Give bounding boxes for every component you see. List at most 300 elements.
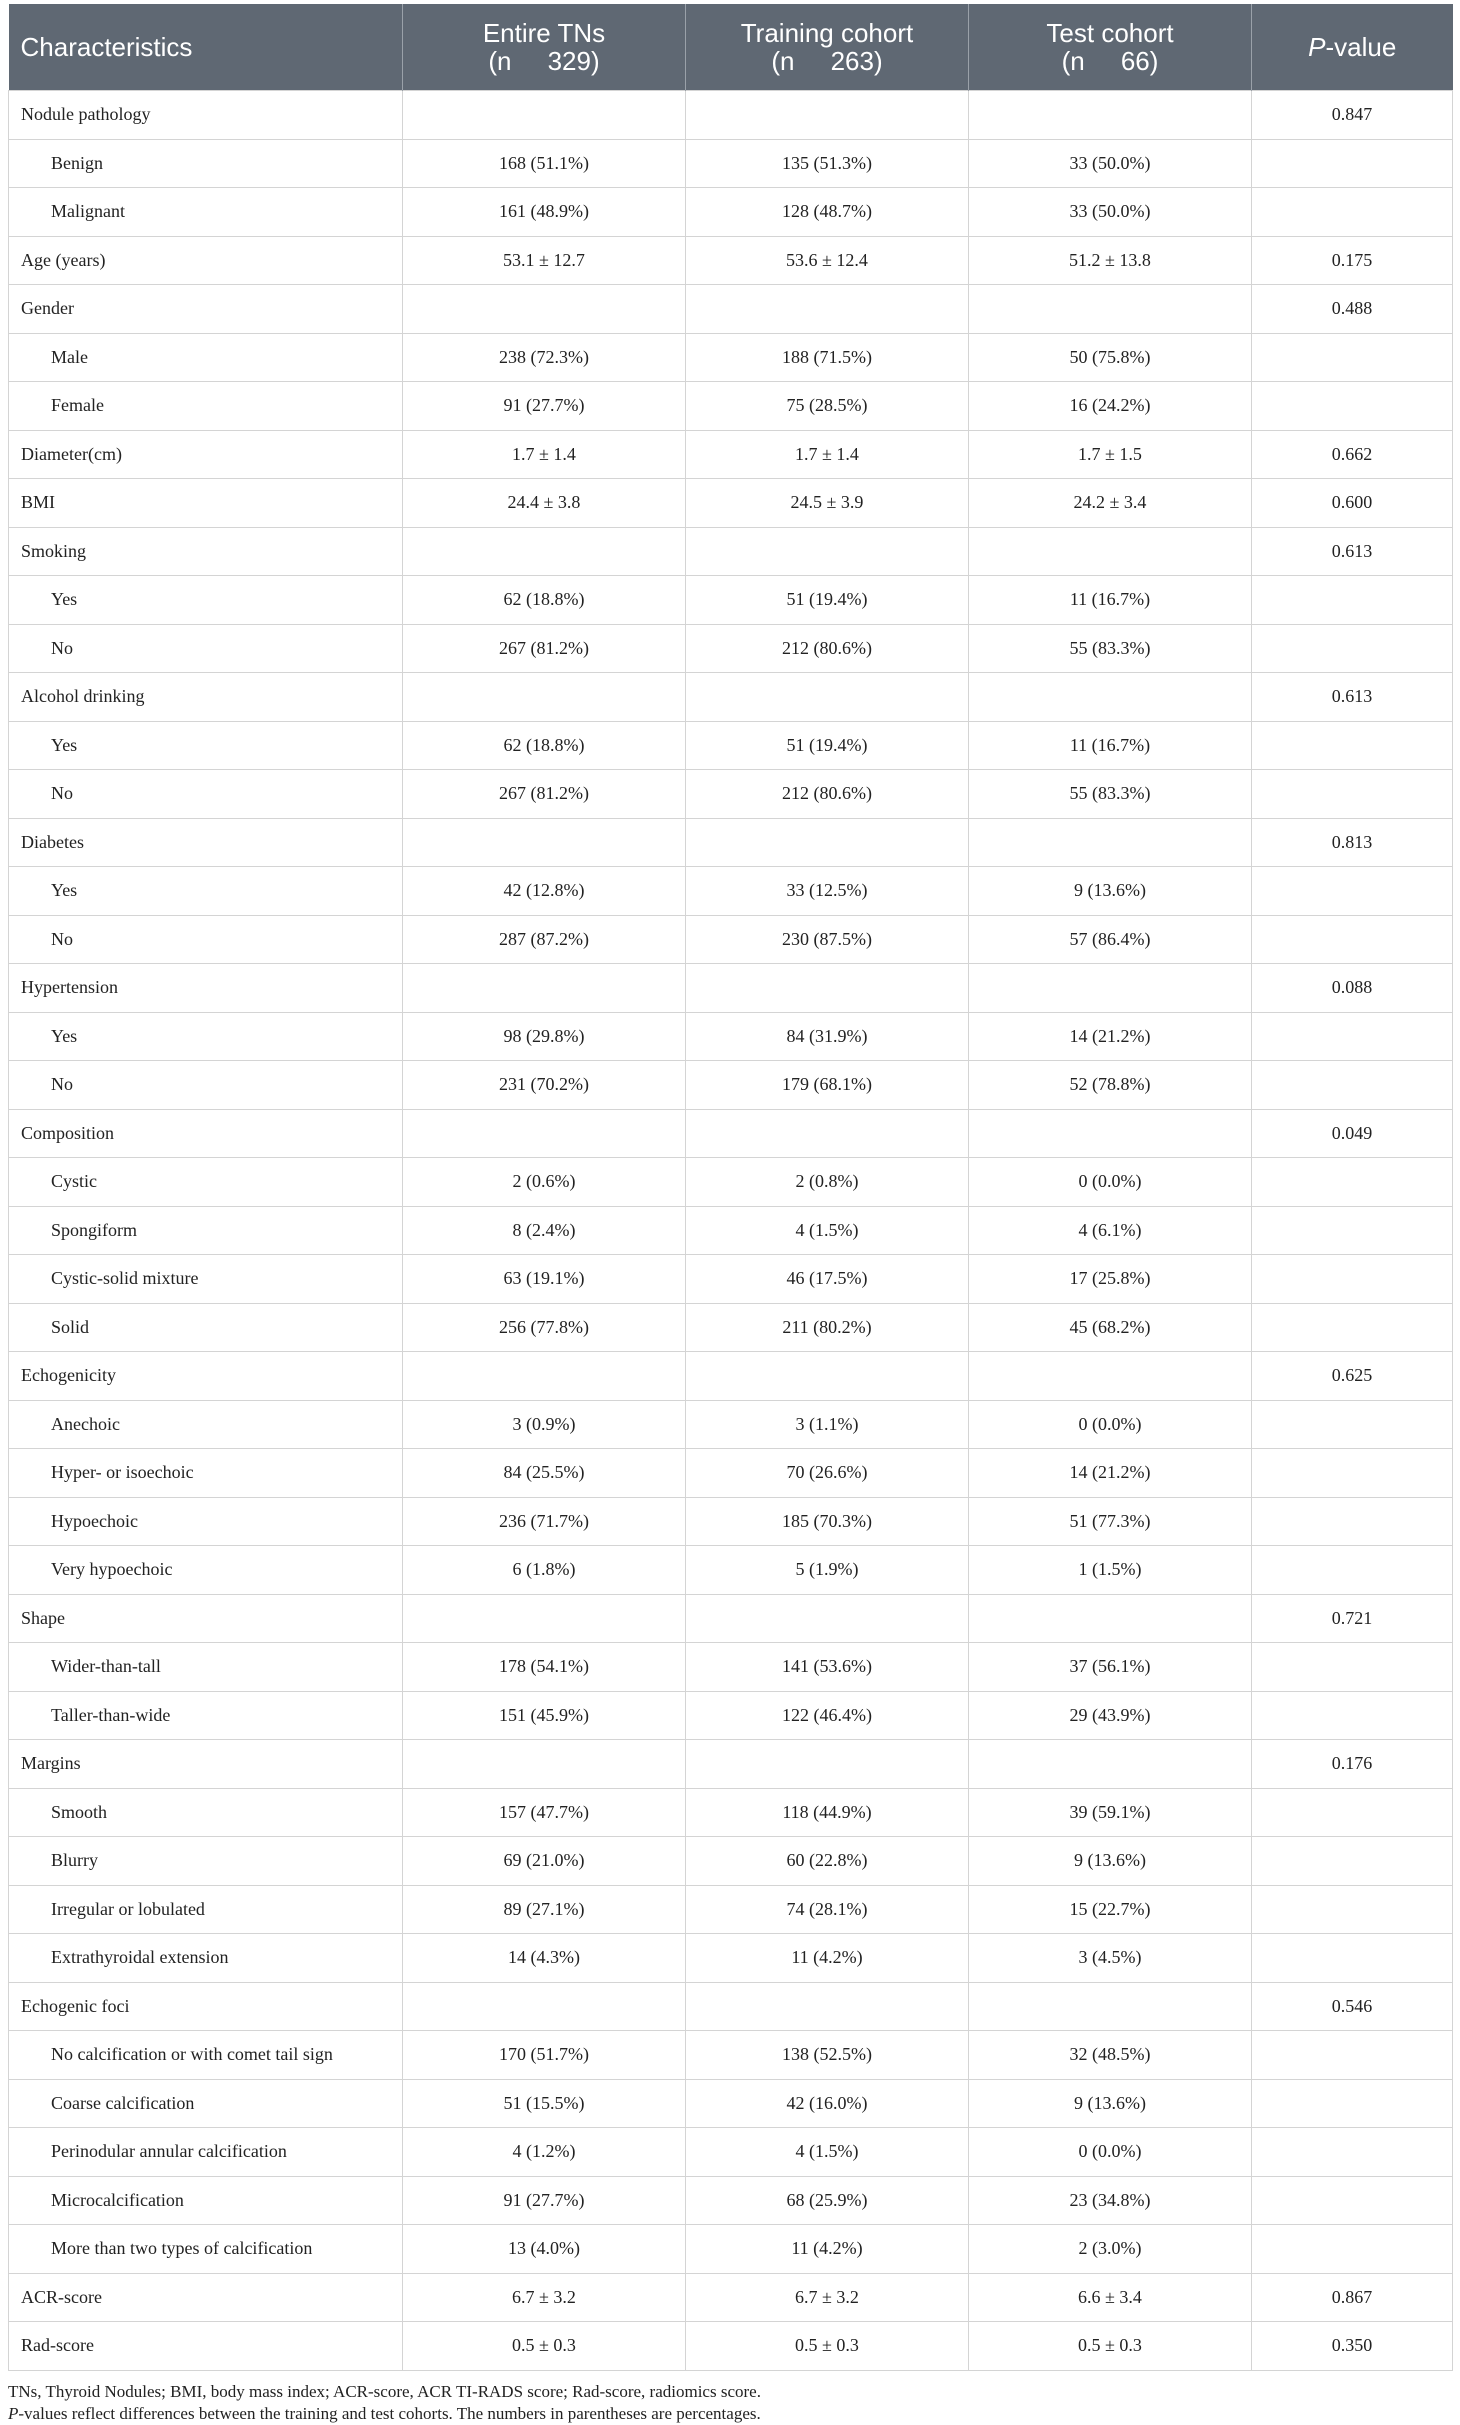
p-value-cell bbox=[1252, 1303, 1453, 1352]
entire-tns-cell: 14 (4.3%) bbox=[403, 1934, 686, 1983]
table-row bbox=[9, 1400, 1453, 1449]
p-value-cell bbox=[1252, 1400, 1453, 1449]
test-cohort-cell: 11 (16.7%) bbox=[969, 721, 1252, 770]
entire-tns-cell: 168 (51.1%) bbox=[403, 139, 686, 188]
p-value-cell bbox=[1252, 1885, 1453, 1934]
entire-tns-cell: 161 (48.9%) bbox=[403, 188, 686, 237]
row-label-cell: Alcohol drinking bbox=[9, 673, 403, 722]
p-value-cell: 0.088 bbox=[1252, 964, 1453, 1013]
training-cohort-cell bbox=[686, 527, 969, 576]
training-cohort-cell: 2 (0.8%) bbox=[686, 1158, 969, 1207]
test-cohort-cell bbox=[969, 1594, 1252, 1643]
p-value-cell bbox=[1252, 333, 1453, 382]
row-label-cell: Hyper- or isoechoic bbox=[9, 1449, 403, 1498]
table-row bbox=[9, 1109, 1453, 1158]
entire-tns-cell bbox=[403, 818, 686, 867]
header-entire-line1: Entire TNs bbox=[482, 18, 606, 48]
training-cohort-cell bbox=[686, 1109, 969, 1158]
p-value-cell bbox=[1252, 576, 1453, 625]
training-cohort-cell: 33 (12.5%) bbox=[686, 867, 969, 916]
p-value-cell: 0.049 bbox=[1252, 1109, 1453, 1158]
training-cohort-cell: 1.7 ± 1.4 bbox=[686, 430, 969, 479]
p-value-cell: 0.813 bbox=[1252, 818, 1453, 867]
p-value-cell bbox=[1252, 770, 1453, 819]
table-row bbox=[9, 770, 1453, 819]
header-p-rest: -value bbox=[1325, 32, 1397, 62]
table-row bbox=[9, 576, 1453, 625]
test-cohort-cell bbox=[969, 1109, 1252, 1158]
entire-tns-cell: 62 (18.8%) bbox=[403, 576, 686, 625]
row-label-cell: No calcification or with comet tail sign bbox=[9, 2031, 403, 2080]
table-row bbox=[9, 479, 1453, 528]
entire-tns-cell: 151 (45.9%) bbox=[403, 1691, 686, 1740]
entire-tns-cell: 2 (0.6%) bbox=[403, 1158, 686, 1207]
table-row bbox=[9, 673, 1453, 722]
header-training-line2: (n 263) bbox=[771, 46, 883, 76]
row-label-cell: Wider-than-tall bbox=[9, 1643, 403, 1692]
table-body bbox=[9, 91, 1453, 2371]
test-cohort-cell: 1.7 ± 1.5 bbox=[969, 430, 1252, 479]
p-value-cell bbox=[1252, 867, 1453, 916]
row-label-cell: Solid bbox=[9, 1303, 403, 1352]
test-cohort-cell: 0 (0.0%) bbox=[969, 2128, 1252, 2177]
entire-tns-cell: 62 (18.8%) bbox=[403, 721, 686, 770]
footnote-p-rest: -values reflect differences between the training and test cohorts. The numbers in parentheses are percentages. bbox=[18, 2403, 761, 2423]
row-label-cell: Yes bbox=[9, 1012, 403, 1061]
entire-tns-cell: 63 (19.1%) bbox=[403, 1255, 686, 1304]
test-cohort-cell: 15 (22.7%) bbox=[969, 1885, 1252, 1934]
table-row bbox=[9, 1352, 1453, 1401]
footnote-pvalues bbox=[8, 2403, 1460, 2425]
p-value-cell: 0.662 bbox=[1252, 430, 1453, 479]
p-value-cell bbox=[1252, 2031, 1453, 2080]
p-value-cell: 0.350 bbox=[1252, 2322, 1453, 2371]
row-label-cell: Male bbox=[9, 333, 403, 382]
training-cohort-cell bbox=[686, 91, 969, 140]
test-cohort-cell: 55 (83.3%) bbox=[969, 770, 1252, 819]
test-cohort-cell: 14 (21.2%) bbox=[969, 1449, 1252, 1498]
training-cohort-cell: 53.6 ± 12.4 bbox=[686, 236, 969, 285]
training-cohort-cell: 211 (80.2%) bbox=[686, 1303, 969, 1352]
test-cohort-cell: 55 (83.3%) bbox=[969, 624, 1252, 673]
test-cohort-cell: 6.6 ± 3.4 bbox=[969, 2273, 1252, 2322]
entire-tns-cell bbox=[403, 285, 686, 334]
test-cohort-cell: 57 (86.4%) bbox=[969, 915, 1252, 964]
entire-tns-cell: 24.4 ± 3.8 bbox=[403, 479, 686, 528]
p-value-cell bbox=[1252, 188, 1453, 237]
p-value-cell bbox=[1252, 1643, 1453, 1692]
row-label-cell: More than two types of calcification bbox=[9, 2225, 403, 2274]
training-cohort-cell: 122 (46.4%) bbox=[686, 1691, 969, 1740]
row-label-cell: ACR-score bbox=[9, 2273, 403, 2322]
row-label-cell: Benign bbox=[9, 139, 403, 188]
table-row bbox=[9, 1885, 1453, 1934]
p-value-cell bbox=[1252, 2225, 1453, 2274]
table-row bbox=[9, 527, 1453, 576]
header-test-line2: (n 66) bbox=[1061, 46, 1159, 76]
p-value-cell bbox=[1252, 1255, 1453, 1304]
row-label-cell: Smooth bbox=[9, 1788, 403, 1837]
test-cohort-cell: 50 (75.8%) bbox=[969, 333, 1252, 382]
training-cohort-cell: 11 (4.2%) bbox=[686, 2225, 969, 2274]
training-cohort-cell: 46 (17.5%) bbox=[686, 1255, 969, 1304]
row-label-cell: Hypoechoic bbox=[9, 1497, 403, 1546]
table-row bbox=[9, 382, 1453, 431]
entire-tns-cell: 98 (29.8%) bbox=[403, 1012, 686, 1061]
table-row bbox=[9, 2225, 1453, 2274]
table-row bbox=[9, 1691, 1453, 1740]
test-cohort-cell: 4 (6.1%) bbox=[969, 1206, 1252, 1255]
row-label-cell: Shape bbox=[9, 1594, 403, 1643]
test-cohort-cell bbox=[969, 527, 1252, 576]
p-value-cell: 0.175 bbox=[1252, 236, 1453, 285]
row-label-cell: Malignant bbox=[9, 188, 403, 237]
table-row bbox=[9, 236, 1453, 285]
table-row bbox=[9, 818, 1453, 867]
test-cohort-cell: 16 (24.2%) bbox=[969, 382, 1252, 431]
p-value-cell bbox=[1252, 1158, 1453, 1207]
p-value-cell bbox=[1252, 1206, 1453, 1255]
test-cohort-cell: 3 (4.5%) bbox=[969, 1934, 1252, 1983]
table-row bbox=[9, 1255, 1453, 1304]
header-entire-tns bbox=[403, 4, 686, 91]
table-row bbox=[9, 1546, 1453, 1595]
p-value-cell bbox=[1252, 1934, 1453, 1983]
table-row bbox=[9, 2176, 1453, 2225]
training-cohort-cell: 4 (1.5%) bbox=[686, 2128, 969, 2177]
row-label-cell: Anechoic bbox=[9, 1400, 403, 1449]
test-cohort-cell bbox=[969, 1982, 1252, 2031]
entire-tns-cell: 1.7 ± 1.4 bbox=[403, 430, 686, 479]
training-cohort-cell: 212 (80.6%) bbox=[686, 770, 969, 819]
entire-tns-cell: 8 (2.4%) bbox=[403, 1206, 686, 1255]
p-value-cell bbox=[1252, 1788, 1453, 1837]
test-cohort-cell: 14 (21.2%) bbox=[969, 1012, 1252, 1061]
p-value-cell: 0.613 bbox=[1252, 673, 1453, 722]
training-cohort-cell bbox=[686, 285, 969, 334]
p-value-cell bbox=[1252, 2176, 1453, 2225]
entire-tns-cell: 69 (21.0%) bbox=[403, 1837, 686, 1886]
row-label-cell: Microcalcification bbox=[9, 2176, 403, 2225]
row-label-cell: Nodule pathology bbox=[9, 91, 403, 140]
test-cohort-cell: 0.5 ± 0.3 bbox=[969, 2322, 1252, 2371]
table-header-row bbox=[9, 4, 1453, 91]
table-row bbox=[9, 721, 1453, 770]
test-cohort-cell: 32 (48.5%) bbox=[969, 2031, 1252, 2080]
training-cohort-cell: 118 (44.9%) bbox=[686, 1788, 969, 1837]
footnote-abbreviations: TNs, Thyroid Nodules; BMI, body mass index; ACR-score, ACR TI-RADS score; Rad-score, radiomics score. bbox=[8, 2381, 761, 2401]
training-cohort-cell: 212 (80.6%) bbox=[686, 624, 969, 673]
entire-tns-cell bbox=[403, 1109, 686, 1158]
test-cohort-cell: 37 (56.1%) bbox=[969, 1643, 1252, 1692]
table-row bbox=[9, 2322, 1453, 2371]
test-cohort-cell: 51.2 ± 13.8 bbox=[969, 236, 1252, 285]
row-label-cell: No bbox=[9, 1061, 403, 1110]
p-value-cell bbox=[1252, 721, 1453, 770]
row-label-cell: Age (years) bbox=[9, 236, 403, 285]
row-label-cell: No bbox=[9, 770, 403, 819]
test-cohort-cell bbox=[969, 673, 1252, 722]
training-cohort-cell: 4 (1.5%) bbox=[686, 1206, 969, 1255]
entire-tns-cell bbox=[403, 673, 686, 722]
entire-tns-cell: 231 (70.2%) bbox=[403, 1061, 686, 1110]
training-cohort-cell: 6.7 ± 3.2 bbox=[686, 2273, 969, 2322]
table-row bbox=[9, 915, 1453, 964]
training-cohort-cell bbox=[686, 818, 969, 867]
table-row bbox=[9, 188, 1453, 237]
row-label-cell: Cystic bbox=[9, 1158, 403, 1207]
row-label-cell: Margins bbox=[9, 1740, 403, 1789]
table-row bbox=[9, 1934, 1453, 1983]
p-value-cell: 0.488 bbox=[1252, 285, 1453, 334]
training-cohort-cell bbox=[686, 1352, 969, 1401]
test-cohort-cell: 17 (25.8%) bbox=[969, 1255, 1252, 1304]
test-cohort-cell bbox=[969, 818, 1252, 867]
test-cohort-cell bbox=[969, 964, 1252, 1013]
training-cohort-cell: 42 (16.0%) bbox=[686, 2079, 969, 2128]
header-test-cohort bbox=[969, 4, 1252, 91]
entire-tns-cell: 91 (27.7%) bbox=[403, 2176, 686, 2225]
training-cohort-cell: 141 (53.6%) bbox=[686, 1643, 969, 1692]
test-cohort-cell: 9 (13.6%) bbox=[969, 867, 1252, 916]
row-label-cell: Blurry bbox=[9, 1837, 403, 1886]
entire-tns-cell: 287 (87.2%) bbox=[403, 915, 686, 964]
training-cohort-cell: 70 (26.6%) bbox=[686, 1449, 969, 1498]
table-row bbox=[9, 1449, 1453, 1498]
p-value-cell bbox=[1252, 915, 1453, 964]
training-cohort-cell: 185 (70.3%) bbox=[686, 1497, 969, 1546]
entire-tns-cell bbox=[403, 527, 686, 576]
table-row bbox=[9, 1012, 1453, 1061]
table-row bbox=[9, 1594, 1453, 1643]
training-cohort-cell: 75 (28.5%) bbox=[686, 382, 969, 431]
row-label-cell: Coarse calcification bbox=[9, 2079, 403, 2128]
p-value-cell bbox=[1252, 139, 1453, 188]
test-cohort-cell bbox=[969, 285, 1252, 334]
training-cohort-cell: 188 (71.5%) bbox=[686, 333, 969, 382]
entire-tns-cell: 89 (27.1%) bbox=[403, 1885, 686, 1934]
entire-tns-cell: 84 (25.5%) bbox=[403, 1449, 686, 1498]
test-cohort-cell: 11 (16.7%) bbox=[969, 576, 1252, 625]
table-row bbox=[9, 624, 1453, 673]
table-row bbox=[9, 139, 1453, 188]
entire-tns-cell: 4 (1.2%) bbox=[403, 2128, 686, 2177]
table-row bbox=[9, 1837, 1453, 1886]
p-value-cell: 0.847 bbox=[1252, 91, 1453, 140]
row-label-cell: Irregular or lobulated bbox=[9, 1885, 403, 1934]
entire-tns-cell: 51 (15.5%) bbox=[403, 2079, 686, 2128]
training-cohort-cell bbox=[686, 964, 969, 1013]
training-cohort-cell: 3 (1.1%) bbox=[686, 1400, 969, 1449]
row-label-cell: Extrathyroidal extension bbox=[9, 1934, 403, 1983]
training-cohort-cell bbox=[686, 1982, 969, 2031]
table-row bbox=[9, 1788, 1453, 1837]
entire-tns-cell: 91 (27.7%) bbox=[403, 382, 686, 431]
table-row bbox=[9, 1061, 1453, 1110]
row-label-cell: No bbox=[9, 624, 403, 673]
entire-tns-cell: 6.7 ± 3.2 bbox=[403, 2273, 686, 2322]
p-value-cell: 0.721 bbox=[1252, 1594, 1453, 1643]
entire-tns-cell: 238 (72.3%) bbox=[403, 333, 686, 382]
entire-tns-cell: 3 (0.9%) bbox=[403, 1400, 686, 1449]
entire-tns-cell: 267 (81.2%) bbox=[403, 770, 686, 819]
entire-tns-cell bbox=[403, 1594, 686, 1643]
table-row bbox=[9, 867, 1453, 916]
training-cohort-cell bbox=[686, 1594, 969, 1643]
p-value-cell: 0.613 bbox=[1252, 527, 1453, 576]
table-row bbox=[9, 333, 1453, 382]
row-label-cell: Diameter(cm) bbox=[9, 430, 403, 479]
table-row bbox=[9, 1643, 1453, 1692]
training-cohort-cell: 138 (52.5%) bbox=[686, 2031, 969, 2080]
table-footnote bbox=[8, 2381, 1460, 2425]
header-training-cohort bbox=[686, 4, 969, 91]
row-label-cell: Hypertension bbox=[9, 964, 403, 1013]
row-label-cell: Spongiform bbox=[9, 1206, 403, 1255]
row-label-cell: Echogenic foci bbox=[9, 1982, 403, 2031]
table-row bbox=[9, 285, 1453, 334]
table-row bbox=[9, 2273, 1453, 2322]
table-row bbox=[9, 1303, 1453, 1352]
p-value-cell bbox=[1252, 624, 1453, 673]
row-label-cell: Perinodular annular calcification bbox=[9, 2128, 403, 2177]
training-cohort-cell: 24.5 ± 3.9 bbox=[686, 479, 969, 528]
training-cohort-cell bbox=[686, 673, 969, 722]
row-label-cell: BMI bbox=[9, 479, 403, 528]
row-label-cell: Yes bbox=[9, 721, 403, 770]
training-cohort-cell bbox=[686, 1740, 969, 1789]
entire-tns-cell: 178 (54.1%) bbox=[403, 1643, 686, 1692]
entire-tns-cell: 6 (1.8%) bbox=[403, 1546, 686, 1595]
table-row bbox=[9, 1206, 1453, 1255]
entire-tns-cell: 256 (77.8%) bbox=[403, 1303, 686, 1352]
p-value-cell bbox=[1252, 1691, 1453, 1740]
p-value-cell bbox=[1252, 1061, 1453, 1110]
training-cohort-cell: 0.5 ± 0.3 bbox=[686, 2322, 969, 2371]
header-test-line1: Test cohort bbox=[1046, 18, 1174, 48]
p-value-cell bbox=[1252, 2128, 1453, 2177]
training-cohort-cell: 11 (4.2%) bbox=[686, 1934, 969, 1983]
test-cohort-cell: 33 (50.0%) bbox=[969, 139, 1252, 188]
header-characteristics: Characteristics bbox=[9, 4, 403, 91]
table-row bbox=[9, 1497, 1453, 1546]
row-label-cell: Cystic-solid mixture bbox=[9, 1255, 403, 1304]
characteristics-table bbox=[8, 4, 1453, 2371]
test-cohort-cell: 1 (1.5%) bbox=[969, 1546, 1252, 1595]
test-cohort-cell: 51 (77.3%) bbox=[969, 1497, 1252, 1546]
test-cohort-cell: 24.2 ± 3.4 bbox=[969, 479, 1252, 528]
entire-tns-cell: 157 (47.7%) bbox=[403, 1788, 686, 1837]
entire-tns-cell: 53.1 ± 12.7 bbox=[403, 236, 686, 285]
test-cohort-cell: 9 (13.6%) bbox=[969, 2079, 1252, 2128]
p-value-cell bbox=[1252, 2079, 1453, 2128]
p-value-cell: 0.625 bbox=[1252, 1352, 1453, 1401]
table-row bbox=[9, 430, 1453, 479]
table-row bbox=[9, 91, 1453, 140]
training-cohort-cell: 230 (87.5%) bbox=[686, 915, 969, 964]
row-label-cell: Female bbox=[9, 382, 403, 431]
row-label-cell: Rad-score bbox=[9, 2322, 403, 2371]
p-value-cell bbox=[1252, 1837, 1453, 1886]
entire-tns-cell: 13 (4.0%) bbox=[403, 2225, 686, 2274]
test-cohort-cell: 9 (13.6%) bbox=[969, 1837, 1252, 1886]
training-cohort-cell: 179 (68.1%) bbox=[686, 1061, 969, 1110]
row-label-cell: Gender bbox=[9, 285, 403, 334]
entire-tns-cell: 0.5 ± 0.3 bbox=[403, 2322, 686, 2371]
test-cohort-cell: 0 (0.0%) bbox=[969, 1400, 1252, 1449]
p-value-cell: 0.600 bbox=[1252, 479, 1453, 528]
table-row bbox=[9, 2079, 1453, 2128]
test-cohort-cell: 33 (50.0%) bbox=[969, 188, 1252, 237]
row-label-cell: Yes bbox=[9, 576, 403, 625]
row-label-cell: Composition bbox=[9, 1109, 403, 1158]
test-cohort-cell: 29 (43.9%) bbox=[969, 1691, 1252, 1740]
footnote-p-italic: P bbox=[8, 2403, 19, 2423]
test-cohort-cell: 39 (59.1%) bbox=[969, 1788, 1252, 1837]
row-label-cell: Very hypoechoic bbox=[9, 1546, 403, 1595]
p-value-cell bbox=[1252, 1012, 1453, 1061]
test-cohort-cell bbox=[969, 91, 1252, 140]
test-cohort-cell: 0 (0.0%) bbox=[969, 1158, 1252, 1207]
entire-tns-cell bbox=[403, 964, 686, 1013]
training-cohort-cell: 51 (19.4%) bbox=[686, 721, 969, 770]
table-row bbox=[9, 1982, 1453, 2031]
training-cohort-cell: 5 (1.9%) bbox=[686, 1546, 969, 1595]
test-cohort-cell: 45 (68.2%) bbox=[969, 1303, 1252, 1352]
p-value-cell bbox=[1252, 1497, 1453, 1546]
training-cohort-cell: 60 (22.8%) bbox=[686, 1837, 969, 1886]
entire-tns-cell: 170 (51.7%) bbox=[403, 2031, 686, 2080]
header-p-value bbox=[1252, 4, 1453, 91]
row-label-cell: Taller-than-wide bbox=[9, 1691, 403, 1740]
training-cohort-cell: 135 (51.3%) bbox=[686, 139, 969, 188]
entire-tns-cell bbox=[403, 1740, 686, 1789]
table-row bbox=[9, 964, 1453, 1013]
table-row bbox=[9, 2128, 1453, 2177]
p-value-cell bbox=[1252, 382, 1453, 431]
entire-tns-cell: 236 (71.7%) bbox=[403, 1497, 686, 1546]
test-cohort-cell: 52 (78.8%) bbox=[969, 1061, 1252, 1110]
entire-tns-cell: 42 (12.8%) bbox=[403, 867, 686, 916]
table-row bbox=[9, 1158, 1453, 1207]
table-figure bbox=[0, 4, 1460, 2425]
p-value-cell bbox=[1252, 1546, 1453, 1595]
test-cohort-cell bbox=[969, 1740, 1252, 1789]
table-row bbox=[9, 2031, 1453, 2080]
row-label-cell: Smoking bbox=[9, 527, 403, 576]
row-label-cell: Yes bbox=[9, 867, 403, 916]
header-entire-line2: (n 329) bbox=[488, 46, 600, 76]
training-cohort-cell: 84 (31.9%) bbox=[686, 1012, 969, 1061]
test-cohort-cell: 23 (34.8%) bbox=[969, 2176, 1252, 2225]
training-cohort-cell: 74 (28.1%) bbox=[686, 1885, 969, 1934]
test-cohort-cell: 2 (3.0%) bbox=[969, 2225, 1252, 2274]
p-value-cell: 0.867 bbox=[1252, 2273, 1453, 2322]
table-row bbox=[9, 1740, 1453, 1789]
row-label-cell: Diabetes bbox=[9, 818, 403, 867]
row-label-cell: Echogenicity bbox=[9, 1352, 403, 1401]
training-cohort-cell: 51 (19.4%) bbox=[686, 576, 969, 625]
p-value-cell bbox=[1252, 1449, 1453, 1498]
test-cohort-cell bbox=[969, 1352, 1252, 1401]
training-cohort-cell: 128 (48.7%) bbox=[686, 188, 969, 237]
row-label-cell: No bbox=[9, 915, 403, 964]
entire-tns-cell bbox=[403, 1352, 686, 1401]
training-cohort-cell: 68 (25.9%) bbox=[686, 2176, 969, 2225]
p-value-cell: 0.546 bbox=[1252, 1982, 1453, 2031]
entire-tns-cell bbox=[403, 1982, 686, 2031]
entire-tns-cell: 267 (81.2%) bbox=[403, 624, 686, 673]
